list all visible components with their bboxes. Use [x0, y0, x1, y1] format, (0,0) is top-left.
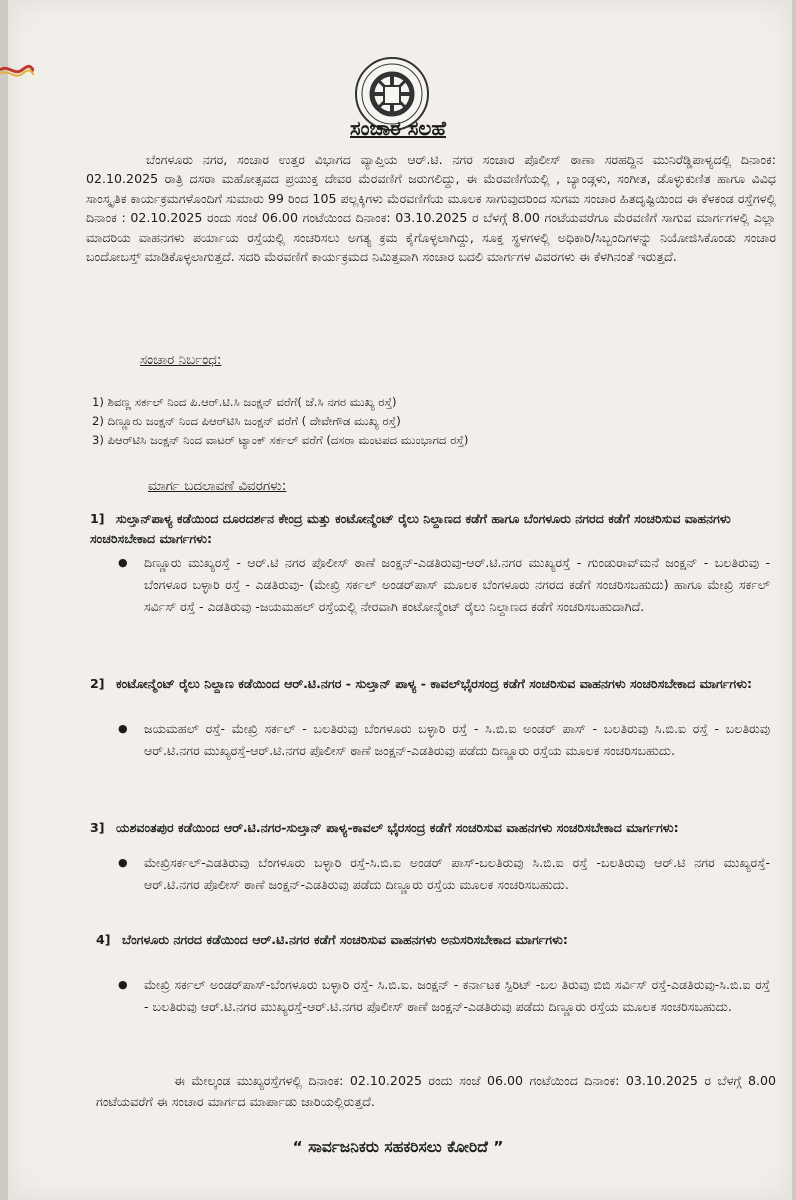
restrictions-heading: ಸಂಚಾರ ನಿರ್ಬಂಧ:	[140, 352, 222, 368]
section-number: 1]	[90, 511, 105, 526]
restriction-item: 1) ಶಿವಣ್ಣ ಸರ್ಕಲ್ ನಿಂದ ಪಿ.ಆರ್.ಟಿ.ಸಿ ಜಂಕ್ಷನ್ ವರೆಗೆ( ಜೆ.ಸಿ ನಗರ ಮುಖ್ಯ ರಸ್ತೆ)	[92, 395, 397, 409]
section-number: 2]	[90, 676, 105, 691]
section-route: ● ದಿಣ್ಣೂರು ಮುಖ್ಯರಸ್ತೆ - ಆರ್.ಟಿ ನಗರ ಪೊಲೀಸ್ ಠಾಣೆ ಜಂಕ್ಷನ್-ಎಡತಿರುವು-ಆರ್.ಟಿ.ನಗರ ಮುಖ್ಯರಸ್ತೆ - ಗುಂಡುರಾವ್‌ಮನೆ ಜಂಕ್ಷನ್ - ಬಲತಿರುವು - ಬೆಂಗಳೂರ ಬಳ್ಳಾರಿ ರಸ್ತೆ - ಎಡತಿರುವು- (ಮೇಖ್ರಿ ಸರ್ಕಲ್ ಅಂಡರ್‌ಪಾಸ್ ಮೂಲಕ ಬೆಂಗಳೂರು ನಗರದ ಕಡೆಗೆ ಸಂಚರಿಸಬಹುದು) ಹಾಗೂ ಮೇಖ್ರಿ ಸರ್ಕಲ್ ಸರ್ವಿಸ್ ರಸ್ತೆ - ಎಡತಿರುವು -ಜಯಮಹಲ್ ರಸ್ತೆಯಲ್ಲಿ ನೇರವಾಗಿ ಕಂಟೋನ್ಮೆಂಟ್ ರೈಲು ನಿಲ್ದಾಣದ ಕಡೆಗೆ ಸಂಚರಿಸಬಹುದಾಗಿದೆ.	[144, 552, 770, 618]
section-heading-text: ಯಶವಂತಪುರ ಕಡೆಯಿಂದ ಆರ್.ಟಿ.ನಗರ-ಸುಲ್ತಾನ್ ಪಾಳ್ಯ-ಕಾವಲ್ ಭೈರಸಂದ್ರ ಕಡೆಗೆ ಸಂಚರಿಸುವ ವಾಹನಗಳು ಸಂಚರಿಸಬೇಕಾದ ಮಾರ್ಗಗಳು:	[116, 820, 679, 835]
restrictions-list	[92, 393, 772, 450]
diversion-heading: ಮಾರ್ಗ ಬದಲಾವಣೆ ವಿವರಗಳು:	[148, 478, 287, 494]
section-number: 4]	[96, 932, 111, 947]
red-thread-decoration	[0, 62, 34, 82]
closing-paragraph: ಈ ಮೇಲ್ಕಂಡ ಮುಖ್ಯರಸ್ತೆಗಳಲ್ಲಿ ದಿನಾಂಕ: 02.10.2025 ರಂದು ಸಂಜೆ 06.00 ಗಂಟೆಯಿಂದ ದಿನಾಂಕ: 03.10.2025 ರ ಬೆಳಗ್ಗೆ 8.00 ಗಂಟೆಯವರೆಗೆ ಈ ಸಂಚಾರ ಮಾರ್ಗದ ಮಾರ್ಪಾಡು ಜಾರಿಯಲ್ಲಿರುತ್ತದೆ.	[96, 1073, 776, 1109]
section-route: ● ಮೇಖ್ರಿ ಸರ್ಕಲ್ ಅಂಡರ್‌ಪಾಸ್-ಬೆಂಗಳೂರು ಬಳ್ಳಾರಿ ರಸ್ತೆ- ಸಿ.ಬಿ.ಐ. ಜಂಕ್ಷನ್ - ಕರ್ನಾಟಕ ಸ್ಪಿರಿಟ್ -ಬಲ ತಿರುವು ಬಿಬಿ ಸರ್ವಿಸ್ ರಸ್ತೆ-ಎಡತಿರುವು-ಸಿ.ಬಿ.ಐ ರಸ್ತೆ - ಬಲತಿರುವು ಆರ್.ಟಿ.ನಗರ ಮುಖ್ಯರಸ್ತೆ-ಆರ್.ಟಿ.ನಗರ ಪೊಲೀಸ್ ಠಾಣೆ ಜಂಕ್ಷನ್-ಎಡತಿರುವು ಪಡೆದು ದಿಣ್ಣೂರು ರಸ್ತೆಯ ಮೂಲಕ ಸಂಚರಿಸಬಹುದು.	[144, 974, 770, 1018]
restriction-item: 3) ಪಿಆರ್‌ಟಿಸಿ ಜಂಕ್ಷನ್ ನಿಂದ ವಾಟರ್ ಟ್ಯಾಂಕ್ ಸರ್ಕಲ್ ವರೆಗೆ (ದಸರಾ ಮಂಟಪದ ಮುಂಭಾಗದ ರಸ್ತೆ)	[92, 433, 469, 447]
section-heading-text: ಕಂಟೋನ್ಮೆಂಟ್ ರೈಲು ನಿಲ್ದಾಣ ಕಡೆಯಿಂದ ಆರ್.ಟಿ.ನಗರ - ಸುಲ್ತಾನ್ ಪಾಳ್ಯ - ಕಾವಲ್‌ಭೈರಸಂದ್ರ ಕಡೆಗೆ ಸಂಚರಿಸುವ ವಾಹನಗಳು ಸಂಚರಿಸಬೇಕಾದ ಮಾರ್ಗಗಳು:	[116, 676, 753, 691]
public-appeal: “ ಸಾರ್ವಜನಿಕರು ಸಹಕರಿಸಲು ಕೋರಿದೆ ”	[292, 1138, 504, 1156]
restriction-item: 2) ದಿಣ್ಣೂರು ಜಂಕ್ಷನ್ ನಿಂದ ಪಿಆರ್‌ಟಿಸಿ ಜಂಕ್ಷನ್ ವರೆಗೆ ( ದೇವೇಗೌಡ ಮುಖ್ಯ ರಸ್ತೆ)	[92, 414, 401, 428]
section-number: 3]	[90, 820, 105, 835]
section-route: ● ಮೇಖ್ರಿಸರ್ಕಲ್-ಎಡತಿರುವು ಬೆಂಗಳೂರು ಬಳ್ಳಾರಿ ರಸ್ತೆ-ಸಿ.ಬಿ.ಐ ಅಂಡರ್ ಪಾಸ್-ಬಲತಿರುವು ಸಿ.ಬಿ.ಐ ರಸ್ತೆ -ಬಲತಿರುವು ಆರ್.ಟಿ ನಗರ ಮುಖ್ಯರಸ್ತೆ-ಆರ್.ಟಿ.ನಗರ ಪೊಲೀಸ್ ಠಾಣೆ ಜಂಕ್ಷನ್-ಎಡತಿರುವು ಪಡೆದು ದಿಣ್ಣೂರು ರಸ್ತೆಯ ಮೂಲಕ ಸಂಚರಿಸಬಹುದು.	[144, 852, 770, 896]
section-heading	[90, 509, 760, 549]
section-heading	[96, 930, 716, 950]
intro-paragraph: ಬೆಂಗಳೂರು ನಗರ, ಸಂಚಾರ ಉತ್ತರ ವಿಭಾಗದ ವ್ಯಾಪ್ತಿಯ ಆರ್.ಟಿ. ನಗರ ಸಂಚಾರ ಪೊಲೀಸ್ ಠಾಣಾ ಸರಹದ್ದಿನ ಮುನಿರೆಡ್ಡಿಪಾಳ್ಯದಲ್ಲಿ ದಿನಾಂಕ: 02.10.2025 ರಾತ್ರಿ ದಸರಾ ಮಹೋತ್ಸವದ ಪ್ರಯುಕ್ತ ದೇವರ ಮೆರವಣಿಗೆ ಜರುಗಲಿದ್ದು, ಈ ಮೆರವಣಿಗೆಯಲ್ಲಿ , ಬ್ಯಾಂಡ್ಗಳು, ಸಂಗೀತ, ಡೊಳ್ಳುಕುಣಿತ ಹಾಗೂ ವಿವಿಧ ಸಾಂಸ್ಕೃತಿಕ ಕಾರ್ಯಕ್ರಮಗಳೊಂದಿಗೆ ಸುಮಾರು 99 ರಿಂದ 105 ಪಲ್ಲಕ್ಕಿಗಳು ಮೆರವಣಿಗೆಯ ಮೂಲಕ ಸಾಗುವುದರಿಂದ ಸುಗಮ ಸಂಚಾರ ಹಿತದೃಷ್ಟಿಯಿಂದ ಈ ಕೆಳಕಂಡ ರಸ್ತೆಗಳಲ್ಲಿ ದಿನಾಂಕ : 02.10.2025 ರಂದು ಸಂಜೆ 06.00 ಗಂಟೆಯಿಂದ ದಿನಾಂಕ: 03.10.2025 ರ ಬೆಳಗ್ಗೆ 8.00 ಗಂಟೆಯವರೆಗೂ ಮೆರವಣಿಗೆ ಸಾಗುವ ಮಾರ್ಗಗಳಲ್ಲಿ ಎಲ್ಲಾ ಮಾದರಿಯ ವಾಹನಗಳು ಪರ್ಯಾಯ ರಸ್ತೆಯಲ್ಲಿ ಸಂಚರಿಸಲು ಅಗತ್ಯ ಕ್ರಮ ಕೈಗೊಳ್ಳಲಾಗಿದ್ದು, ಸೂಕ್ತ ಸ್ಥಳಗಳಲ್ಲಿ ಅಧಿಕಾರಿ/ಸಿಬ್ಬಂದಿಗಳನ್ನು ನಿಯೋಜಿಸಿಕೊಂಡು ಸಂಚಾರ ಬಂದೋಬಸ್ತ್ ಮಾಡಿಕೊಳ್ಳಲಾಗುತ್ತದೆ. ಸದರಿ ಮೆರವಣಿಗೆ ಕಾರ್ಯಕ್ರಮದ ನಿಮಿತ್ತವಾಗಿ ಸಂಚಾರ ಬದಲಿ ಮಾರ್ಗಗಳ ವಿವರಗಳು ಈ ಕೆಳಗಿನಂತೆ ಇರುತ್ತದೆ.	[86, 152, 776, 265]
section-heading-text: ಸುಲ್ತಾನ್‌ಪಾಳ್ಯ ಕಡೆಯಿಂದ ದೂರದರ್ಶನ ಕೇಂದ್ರ ಮತ್ತು ಕಂಟೋನ್ಮೆಂಟ್ ರೈಲು ನಿಲ್ದಾಣದ ಕಡೆಗೆ ಹಾಗೂ ಬೆಂಗಳೂರು ನಗರದ ಕಡೆಗೆ ಸಂಚರಿಸುವ ವಾಹನಗಳು ಸಂಚರಿಸಬೇಕಾದ ಮಾರ್ಗಗಳು:	[90, 511, 731, 546]
section-heading	[90, 674, 760, 694]
notice-title: ಸಂಚಾರ ಸಲಹೆ	[350, 116, 446, 140]
section-route: ● ಜಯಮಹಲ್ ರಸ್ತೆ- ಮೇಖ್ರಿ ಸರ್ಕಲ್ - ಬಲತಿರುವು ಬೆಂಗಳೂರು ಬಳ್ಳಾರಿ ರಸ್ತೆ - ಸಿ.ಬಿ.ಐ ಅಂಡರ್ ಪಾಸ್ - ಬಲತಿರುವು ಸಿ.ಬಿ.ಐ ರಸ್ತೆ - ಬಲತಿರುವು ಆರ್.ಟಿ.ನಗರ ಮುಖ್ಯರಸ್ತೆ-ಆರ್.ಟಿ.ನಗರ ಪೊಲೀಸ್ ಠಾಣೆ ಜಂಕ್ಷನ್-ಎಡತಿರುವು ಪಡೆದು ದಿಣ್ಣೂರು ರಸ್ತೆಯ ಮೂಲಕ ಸಂಚರಿಸಬಹುದು.	[144, 718, 770, 762]
section-heading	[90, 818, 760, 838]
section-heading-text: ಬೆಂಗಳೂರು ನಗರದ ಕಡೆಯಿಂದ ಆರ್.ಟಿ.ನಗರ ಕಡೆಗೆ ಸಂಚರಿಸುವ ವಾಹನಗಳು ಅನುಸರಿಸಬೇಕಾದ ಮಾರ್ಗಗಳು:	[122, 932, 568, 947]
